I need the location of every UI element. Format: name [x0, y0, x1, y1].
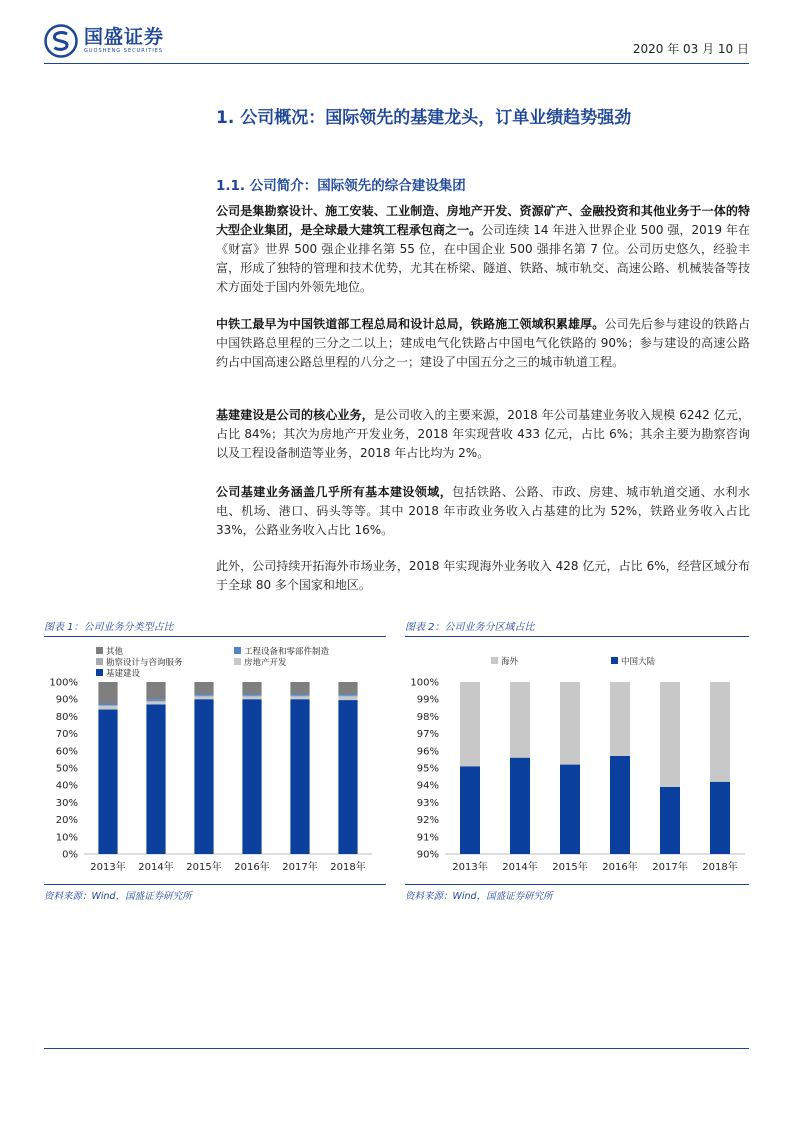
legend-label: 房地产开发 — [244, 658, 287, 668]
paragraph-overseas — [216, 557, 750, 595]
y-tick-label: 100% — [410, 677, 439, 689]
y-tick-label: 60% — [55, 746, 78, 758]
figure-1-title: 图表 1：公司业务分类型占比 — [44, 618, 386, 637]
legend-swatch — [491, 657, 498, 664]
legend-swatch — [611, 657, 618, 664]
bar-segment — [242, 699, 261, 854]
bar-segment — [460, 682, 480, 766]
paragraph-core-business — [216, 406, 750, 463]
footer-divider — [44, 1048, 749, 1049]
figure-1-source: 资料来源：Wind，国盛证券研究所 — [44, 884, 386, 902]
legend-label: 其他 — [106, 647, 124, 657]
y-tick-label: 90% — [416, 849, 439, 861]
section-title: 1. 公司概况：国际领先的基建龙头，订单业绩趋势强劲 — [216, 108, 632, 128]
bar-segment — [242, 697, 261, 700]
paragraph-infrastructure — [216, 483, 750, 540]
paragraph-body: 包括铁路、公路、市政、房建、城市轨道交通、水利水电、机场、港口、码头等等。其中 2018 年市政业务收入占基建的比为 52%，铁路业务收入占比 33%，公路业务收入占比 16%。 — [216, 485, 750, 537]
bar-segment — [338, 696, 357, 697]
legend-swatch — [96, 669, 103, 676]
legend-label: 勘察设计与咨询服务 — [106, 658, 183, 668]
paragraph-body: 公司连续 14 年进入世界企业 500 强，2019 年在《财富》世界 500 强企业排名第 55 位，在中国企业 500 强排名第 7 位。公司历史悠久，经验丰富，形成了独特的管理和技术优势，尤其在桥梁、隧道、铁路、城市轨交、高速公路、机械装备等技术方面处于国内外领先地位。 — [216, 223, 750, 294]
x-tick-label: 2016年 — [234, 862, 270, 873]
legend-label: 工程设备和零部件制造 — [244, 647, 330, 657]
header-divider — [44, 63, 749, 64]
bar-segment — [290, 694, 309, 696]
x-tick-label: 2013年 — [90, 862, 126, 873]
y-tick-label: 94% — [416, 780, 439, 792]
bar-segment — [146, 701, 165, 702]
y-tick-label: 91% — [416, 832, 439, 844]
bar-segment — [98, 710, 117, 854]
y-tick-label: 97% — [416, 729, 439, 741]
legend-label: 基建建设 — [106, 669, 141, 679]
y-tick-label: 96% — [416, 746, 439, 758]
bar-segment — [98, 682, 117, 704]
bar-segment — [194, 697, 213, 700]
bar-segment — [98, 705, 117, 706]
bar-segment — [660, 787, 680, 854]
bar-segment — [510, 682, 530, 758]
bar-segment — [338, 682, 357, 694]
x-tick-label: 2015年 — [552, 862, 588, 873]
logo-english-name: GUOSHENG SECURITIES — [84, 48, 164, 54]
legend-swatch — [96, 647, 103, 654]
bar-segment — [460, 766, 480, 854]
paragraph-lead: 公司是集勘察设计、施工安装、工业制造、房地产开发、资源矿产、金融投资和其他业务于一体的特大型企业集团，是全球最大建筑工程承包商之一。 — [216, 204, 750, 237]
bar-segment — [194, 696, 213, 697]
business-type-chart — [44, 640, 386, 880]
x-tick-label: 2014年 — [502, 862, 538, 873]
bar-segment — [338, 694, 357, 696]
y-tick-label: 100% — [49, 677, 78, 689]
bar-segment — [290, 696, 309, 697]
paragraph-body: 公司先后参与建设的铁路占中国铁路总里程的三分之二以上；建成电气化铁路占中国电气化铁路的 90%；参与建设的高速公路约占中国高速公路总里程的八分之一；建设了中国五分之三的城市轨道工程。 — [216, 317, 750, 369]
y-tick-label: 99% — [416, 694, 439, 706]
paragraph-lead: 中铁工最早为中国铁道部工程总局和设计总局，铁路施工领域积累雄厚。 — [216, 317, 605, 331]
x-tick-label: 2018年 — [702, 862, 738, 873]
subsection-title: 1.1. 公司简介：国际领先的综合建设集团 — [216, 178, 466, 194]
guosheng-logo-icon — [44, 24, 78, 58]
bar-segment — [194, 682, 213, 694]
bar-segment — [146, 704, 165, 854]
y-tick-label: 70% — [55, 729, 78, 741]
bar-segment — [146, 699, 165, 701]
bar-segment — [194, 699, 213, 854]
bar-segment — [710, 682, 730, 782]
y-tick-label: 93% — [416, 797, 439, 809]
legend-label: 海外 — [501, 657, 519, 667]
paragraph-railway — [216, 315, 750, 372]
bar-segment — [510, 758, 530, 854]
x-tick-label: 2016年 — [602, 862, 638, 873]
x-tick-label: 2017年 — [652, 862, 688, 873]
legend-swatch — [234, 647, 241, 654]
y-tick-label: 20% — [55, 815, 78, 827]
paragraph-overview — [216, 202, 750, 297]
x-tick-label: 2014年 — [138, 862, 174, 873]
bar-segment — [290, 699, 309, 854]
bar-segment — [338, 697, 357, 700]
legend-swatch — [234, 658, 241, 665]
bar-segment — [194, 694, 213, 696]
bar-segment — [290, 682, 309, 694]
bar-segment — [146, 702, 165, 705]
y-tick-label: 95% — [416, 763, 439, 775]
company-logo — [44, 24, 164, 58]
paragraph-body: 是公司收入的主要来源，2018 年公司基建业务收入规模 6242 亿元，占比 84%；其次为房地产开发业务，2018 年实现营收 433 亿元，占比 6%；其余主要为勘察咨询以及工程设备制造等业务，2018 年占比均为 2%。 — [216, 408, 750, 460]
x-tick-label: 2018年 — [330, 862, 366, 873]
bar-segment — [610, 682, 630, 756]
bar-segment — [710, 782, 730, 854]
figure-2-title: 图表 2：公司业务分区域占比 — [405, 618, 749, 637]
paragraph-lead: 基建建设是公司的核心业务， — [216, 408, 374, 422]
y-tick-label: 10% — [55, 832, 78, 844]
legend-label: 中国大陆 — [621, 657, 656, 667]
bar-segment — [660, 682, 680, 787]
bar-segment — [242, 694, 261, 696]
y-tick-label: 98% — [416, 711, 439, 723]
report-date: 2020 年 03 月 10 日 — [632, 42, 749, 56]
paragraph-lead: 公司基建业务涵盖几乎所有基本建设领域， — [216, 485, 453, 499]
y-tick-label: 50% — [55, 763, 78, 775]
bar-segment — [242, 696, 261, 697]
bar-segment — [98, 704, 117, 706]
bar-segment — [146, 682, 165, 699]
bar-segment — [98, 706, 117, 709]
bar-segment — [242, 682, 261, 694]
bar-segment — [560, 682, 580, 765]
business-region-chart — [405, 640, 749, 880]
y-tick-label: 0% — [62, 849, 78, 861]
figure-2-source: 资料来源：Wind，国盛证券研究所 — [405, 884, 749, 902]
x-tick-label: 2015年 — [186, 862, 222, 873]
y-tick-label: 90% — [55, 694, 78, 706]
y-tick-label: 80% — [55, 711, 78, 723]
bar-segment — [338, 700, 357, 854]
x-tick-label: 2013年 — [452, 862, 488, 873]
y-tick-label: 30% — [55, 797, 78, 809]
bar-segment — [290, 697, 309, 700]
y-tick-label: 92% — [416, 815, 439, 827]
x-tick-label: 2017年 — [282, 862, 318, 873]
logo-chinese-name: 国盛证券 — [84, 26, 165, 48]
y-tick-label: 40% — [55, 780, 78, 792]
bar-segment — [610, 756, 630, 854]
bar-segment — [560, 765, 580, 854]
legend-swatch — [96, 658, 103, 665]
paragraph-body: 此外，公司持续开拓海外市场业务，2018 年实现海外业务收入 428 亿元，占比 6%，经营区域分布于全球 80 多个国家和地区。 — [216, 559, 750, 592]
